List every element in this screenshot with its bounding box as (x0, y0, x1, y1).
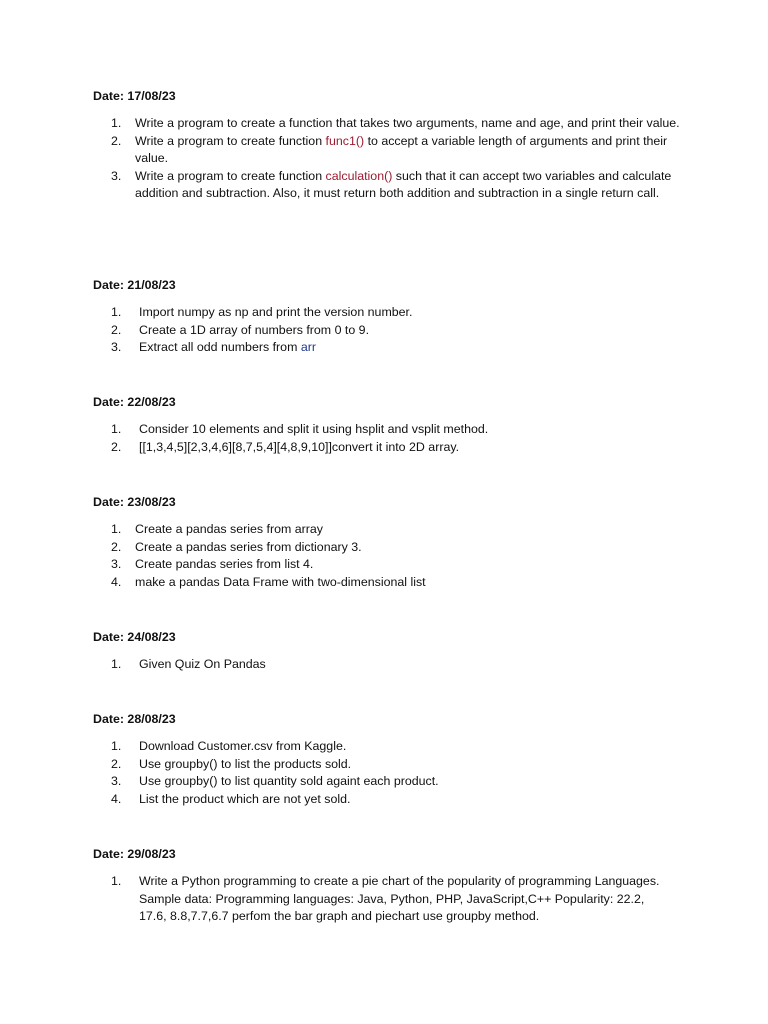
list-item (93, 133, 693, 168)
section-date: Date: 24/08/23 (93, 630, 176, 644)
list-item (93, 521, 693, 539)
section-24-08-23 (93, 629, 693, 674)
item-text: Write a Python programming to create a pie chart of the popularity of programming Languages. Sample data: Programming languages: Java, Python, PHP, JavaScript,C++ Popularity: 22.2, 17.6, 8.8,7.7,6.7 perfom the bar graph and piechart use groupby method. (139, 874, 660, 923)
item-number: 3. (111, 340, 122, 354)
item-text: make a pandas Data Frame with two-dimensional list (135, 574, 426, 589)
list-item (93, 339, 693, 357)
list-item (93, 574, 693, 592)
item-number: 1. (111, 422, 122, 436)
item-number: 4. (111, 791, 122, 806)
task-list (93, 738, 693, 808)
item-number: 1. (111, 739, 122, 753)
item-number: 3. (111, 168, 122, 183)
item-text: List the product which are not yet sold. (139, 791, 351, 806)
section-22-08-23 (93, 394, 693, 456)
item-text: Extract all odd numbers from (139, 340, 301, 354)
section-date: Date: 21/08/23 (93, 278, 176, 292)
task-list (93, 304, 693, 357)
section-29-08-23 (93, 846, 693, 926)
item-text: Import numpy as np and print the version number. (139, 305, 413, 319)
item-text-tail: such that it can accept two variables and calculate addition and subtraction. Also, it must return both addition and subtraction in a single return call. (135, 168, 672, 200)
task-list (93, 873, 693, 926)
item-number: 2. (111, 756, 122, 771)
item-text: [[1,3,4,5][2,3,4,6][8,7,5,4][4,8,9,10]]convert it into 2D array. (139, 439, 460, 454)
item-number: 1. (111, 522, 122, 536)
section-date: Date: 22/08/23 (93, 395, 176, 409)
list-item (93, 791, 693, 809)
item-number: 3. (111, 774, 122, 788)
item-number: 4. (111, 574, 122, 589)
item-number: 2. (111, 439, 122, 454)
item-number: 1. (111, 116, 122, 130)
section-17-08-23 (93, 88, 693, 203)
task-list (93, 521, 693, 591)
task-list (93, 421, 693, 456)
section-date: Date: 17/08/23 (93, 89, 176, 103)
item-text: Download Customer.csv from Kaggle. (139, 739, 347, 753)
item-number: 1. (111, 874, 122, 888)
item-number: 1. (111, 657, 122, 671)
item-text: Consider 10 elements and split it using hsplit and vsplit method. (139, 422, 489, 436)
item-text-tail: to accept a variable length of arguments and print their value. (135, 133, 668, 165)
item-text: Use groupby() to list quantity sold againt each product. (139, 774, 439, 788)
list-item (93, 756, 693, 774)
list-item (93, 556, 693, 574)
item-text: Write a program to create function (135, 133, 326, 148)
list-item (93, 168, 693, 203)
list-item (93, 656, 693, 674)
list-item (93, 421, 693, 439)
item-text: Use groupby() to list the products sold. (139, 756, 352, 771)
list-item (93, 738, 693, 756)
task-list (93, 656, 693, 674)
list-item (93, 439, 693, 457)
section-21-08-23 (93, 277, 693, 357)
item-number: 2. (111, 322, 122, 337)
list-item (93, 773, 693, 791)
item-text: Create pandas series from list 4. (135, 557, 314, 571)
section-23-08-23 (93, 494, 693, 591)
list-item (93, 304, 693, 322)
item-number: 2. (111, 539, 122, 554)
section-date: Date: 23/08/23 (93, 495, 176, 509)
item-number: 1. (111, 305, 122, 319)
item-number: 3. (111, 557, 122, 571)
item-text: Given Quiz On Pandas (139, 657, 266, 671)
list-item (93, 322, 693, 340)
code-snippet: func1() (325, 133, 365, 148)
item-number: 2. (111, 133, 122, 148)
item-text: Create a pandas series from dictionary 3. (135, 539, 362, 554)
list-item (93, 115, 693, 133)
item-text: Create a 1D array of numbers from 0 to 9. (139, 322, 370, 337)
section-date: Date: 28/08/23 (93, 712, 176, 726)
section-28-08-23 (93, 711, 693, 808)
code-snippet: calculation() (325, 168, 393, 183)
task-list (93, 115, 693, 203)
item-text: Create a pandas series from array (135, 522, 324, 536)
list-item (93, 873, 693, 926)
list-item (93, 539, 693, 557)
section-date: Date: 29/08/23 (93, 847, 176, 861)
item-text: Write a program to create function (135, 168, 326, 183)
variable-name: arr (300, 340, 316, 354)
item-text: Write a program to create a function that takes two arguments, name and age, and print their value. (135, 116, 680, 130)
